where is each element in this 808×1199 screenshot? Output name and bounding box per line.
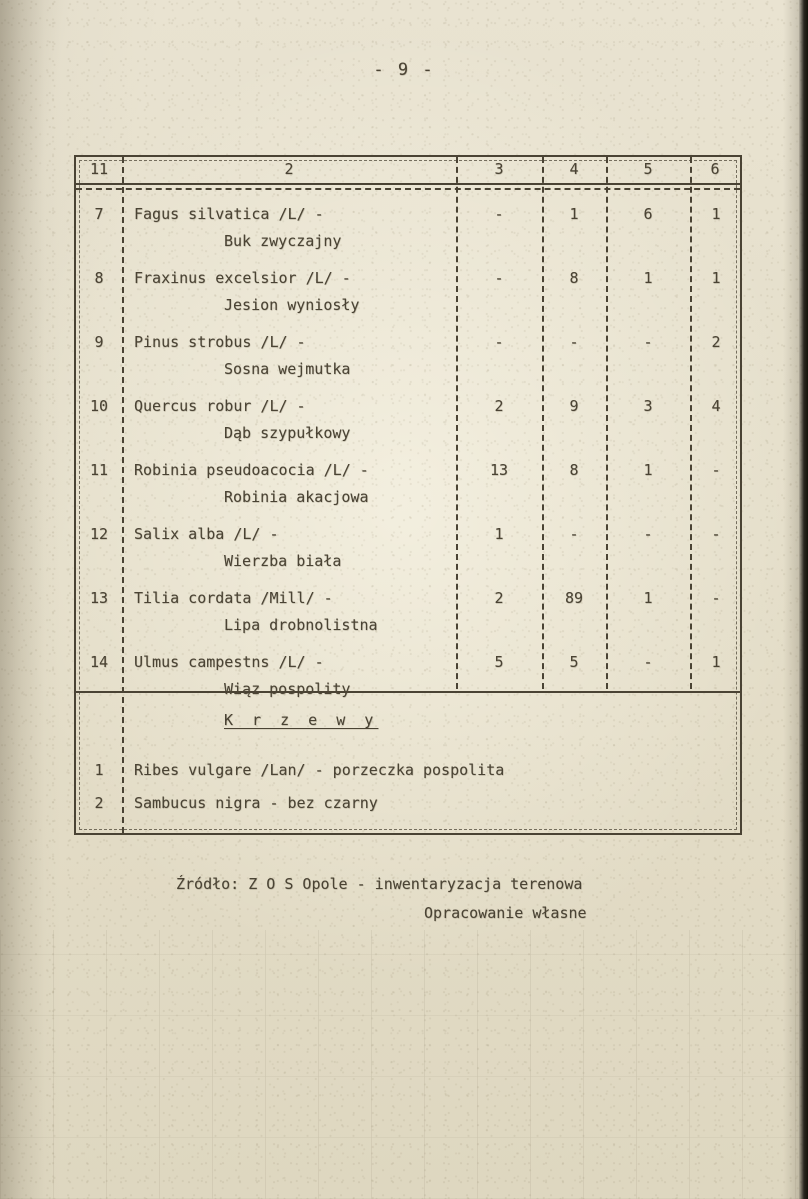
polish-name: Robinia akacjowa (224, 488, 369, 506)
value-col-3: - (494, 333, 504, 351)
value-col-3: - (494, 205, 504, 223)
scientific-name: Pinus strobus /L/ - (134, 333, 306, 351)
scientific-name: Tilia cordata /Mill/ - (134, 589, 333, 607)
shrub-row-number: 2 (94, 794, 104, 812)
value-col-5: 1 (643, 269, 653, 287)
row-number: 10 (89, 397, 109, 415)
shrub-entry-text: Ribes vulgare /Lan/ - porzeczka pospolita (134, 761, 505, 779)
value-col-5: 6 (643, 205, 653, 223)
shrub-section-title: K r z e w y (224, 711, 379, 729)
header-rule-top (76, 183, 740, 185)
value-col-4: - (569, 525, 579, 543)
row-number: 12 (89, 525, 109, 543)
table-header-row (76, 157, 740, 183)
header-col-3: 3 (494, 160, 504, 178)
value-col-4: 5 (569, 653, 579, 671)
scan-edge-falloff (783, 0, 799, 1199)
inventory-table (74, 155, 742, 835)
value-col-5: - (643, 333, 653, 351)
scientific-name: Quercus robur /L/ - (134, 397, 306, 415)
header-col-5: 5 (643, 160, 653, 178)
source-line-2: Opracowanie własne (424, 904, 587, 922)
row-number: 14 (89, 653, 109, 671)
scientific-name: Ulmus campestns /L/ - (134, 653, 324, 671)
faint-ruled-grid (0, 930, 808, 1199)
polish-name: Lipa drobnolistna (224, 616, 378, 634)
value-col-3: - (494, 269, 504, 287)
table-row (76, 583, 740, 647)
scan-edge-dark-border (799, 0, 808, 1199)
value-col-4: 9 (569, 397, 579, 415)
row-number: 8 (94, 269, 104, 287)
page-number: - 9 - (373, 60, 435, 80)
value-col-6: 1 (711, 205, 721, 223)
table-row (76, 327, 740, 391)
polish-name: Wierzba biała (224, 552, 342, 570)
table-row (76, 263, 740, 327)
shrub-entry-text: Sambucus nigra - bez czarny (134, 794, 378, 812)
table-row (76, 199, 740, 263)
header-col-4: 4 (569, 160, 579, 178)
row-number: 13 (89, 589, 109, 607)
header-rule-bottom (76, 188, 740, 190)
value-col-3: 2 (494, 589, 504, 607)
value-col-3: 13 (489, 461, 509, 479)
row-number: 11 (89, 461, 109, 479)
value-col-4: 8 (569, 461, 579, 479)
value-col-4: 1 (569, 205, 579, 223)
table-row (76, 455, 740, 519)
value-col-5: 1 (643, 461, 653, 479)
header-col-2: 2 (284, 160, 294, 178)
value-col-6: 1 (711, 269, 721, 287)
value-col-5: 1 (643, 589, 653, 607)
shrub-row (76, 794, 740, 824)
table-row (76, 519, 740, 583)
value-col-3: 5 (494, 653, 504, 671)
scientific-name: Salix alba /L/ - (134, 525, 279, 543)
table-row (76, 391, 740, 455)
source-note (176, 870, 587, 928)
value-col-6: 1 (711, 653, 721, 671)
scientific-name: Fraxinus excelsior /L/ - (134, 269, 351, 287)
value-col-5: - (643, 525, 653, 543)
value-col-3: 2 (494, 397, 504, 415)
polish-name: Jesion wyniosły (224, 296, 360, 314)
value-col-6: 4 (711, 397, 721, 415)
value-col-6: - (711, 461, 721, 479)
value-col-6: 2 (711, 333, 721, 351)
value-col-3: 1 (494, 525, 504, 543)
value-col-5: - (643, 653, 653, 671)
value-col-4: - (569, 333, 579, 351)
value-col-4: 89 (564, 589, 584, 607)
polish-name: Sosna wejmutka (224, 360, 351, 378)
value-col-6: - (711, 589, 721, 607)
row-number: 7 (94, 205, 104, 223)
polish-name: Buk zwyczajny (224, 232, 342, 250)
shrub-row-number: 1 (94, 761, 104, 779)
scientific-name: Fagus silvatica /L/ - (134, 205, 324, 223)
book-gutter-shadow (0, 0, 62, 1199)
row-number: 9 (94, 333, 104, 351)
polish-name: Wiąz pospolity (224, 680, 351, 698)
source-line-1: Źródło: Z O S Opole - inwentaryzacja terenowa (176, 875, 583, 893)
value-col-6: - (711, 525, 721, 543)
table-row (76, 647, 740, 711)
shrub-row (76, 761, 740, 791)
polish-name: Dąb szypułkowy (224, 424, 351, 442)
value-col-5: 3 (643, 397, 653, 415)
header-col-1: 11 (89, 160, 109, 178)
scientific-name: Robinia pseudoacocia /L/ - (134, 461, 369, 479)
header-col-6: 6 (710, 160, 720, 178)
value-col-4: 8 (569, 269, 579, 287)
